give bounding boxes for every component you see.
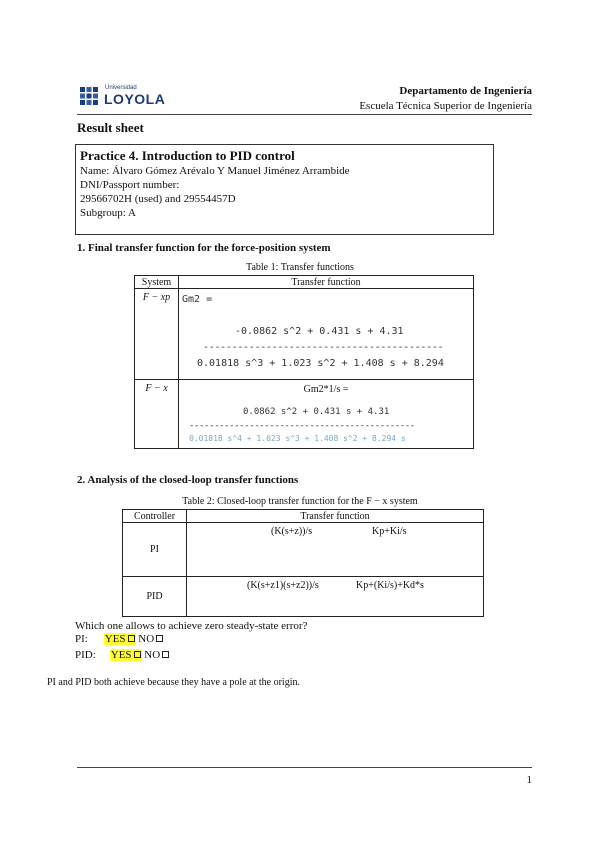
tf-form-gains: Kp+Ki/s	[372, 526, 407, 537]
closed-loop-tf-cell	[187, 523, 484, 577]
table-row	[123, 523, 484, 577]
answer-pid	[75, 649, 169, 661]
tf-numerator: -0.0862 s^2 + 0.431 s + 4.31	[235, 326, 404, 337]
question-text: Which one allows to achieve zero steady-state error?	[75, 620, 308, 632]
page-title: Result sheet	[77, 120, 144, 135]
dni-value: 29566702H (used) and 29554457D	[80, 193, 236, 205]
table-1-caption: Table 1: Transfer functions	[246, 262, 354, 273]
yes-option-highlighted[interactable]	[104, 633, 136, 645]
section-2-heading: 2. Analysis of the closed-loop transfer functions	[77, 474, 299, 486]
tf-numerator: 0.0862 s^2 + 0.431 s + 4.31	[243, 407, 390, 417]
tf-form-gains: Kp+(Ki/s)+Kd*s	[356, 580, 424, 591]
column-header-transfer-function: Transfer function	[187, 510, 484, 523]
dni-label: DNI/Passport number:	[80, 179, 180, 191]
yes-label: YES	[110, 649, 132, 661]
no-label: NO	[144, 649, 161, 661]
answer-label: PID:	[75, 649, 96, 661]
subgroup: Subgroup: A	[80, 207, 136, 219]
column-header-transfer-function: Transfer function	[179, 276, 474, 289]
student-names: Name: Álvaro Gómez Arévalo Y Manuel Jiménez Arrambide	[80, 165, 350, 177]
transfer-function-cell	[179, 380, 474, 449]
footer-divider	[77, 767, 532, 768]
school-name: Escuela Técnica Superior de Ingeniería	[359, 100, 532, 112]
system-cell: F − xp	[135, 289, 179, 380]
tf-denominator: 0.01818 s^4 + 1.023 s^3 + 1.408 s^2 + 8.294 s	[189, 434, 406, 443]
no-checkbox[interactable]	[162, 651, 169, 658]
yes-checkbox[interactable]	[128, 635, 135, 642]
yes-label: YES	[104, 633, 126, 645]
tf-fraction-bar: ------------------------------------------	[203, 342, 444, 353]
tf-form-zero-pole: (K(s+z))/s	[271, 526, 313, 537]
controller-cell: PID	[123, 577, 187, 617]
page-number: 1	[526, 774, 532, 786]
answer-label: PI:	[75, 633, 88, 645]
student-info-box	[75, 144, 494, 235]
table-2-caption: Table 2: Closed-loop transfer function for the F − x system	[182, 496, 418, 507]
tf-form-zero-pole: (K(s+z1)(s+z2))/s	[247, 580, 319, 591]
logo-small-text: Universidad	[105, 85, 137, 91]
section-1-heading: 1. Final transfer function for the force-position system	[77, 242, 331, 254]
table-row	[123, 577, 484, 617]
no-checkbox[interactable]	[156, 635, 163, 642]
tf-assignment: Gm2 =	[182, 294, 213, 305]
tf-denominator: 0.01818 s^3 + 1.023 s^2 + 1.408 s + 8.294	[197, 358, 444, 369]
tf-assignment: Gm2*1/s =	[303, 384, 349, 395]
header-divider	[77, 114, 532, 115]
practice-title: Practice 4. Introduction to PID control	[80, 148, 295, 163]
answer-pi	[75, 633, 163, 645]
closed-loop-tf-cell	[187, 577, 484, 617]
transfer-function-cell	[179, 289, 474, 380]
yes-checkbox[interactable]	[134, 651, 141, 658]
table-row	[135, 380, 474, 449]
no-label: NO	[138, 633, 155, 645]
tf-fraction-bar: ---------------------------------------------	[189, 421, 415, 431]
department-name: Departamento de Ingeniería	[399, 85, 532, 97]
transfer-functions-table	[134, 275, 474, 449]
table-row	[135, 289, 474, 380]
conclusion-text: PI and PID both achieve because they have a pole at the origin.	[47, 677, 300, 688]
closed-loop-table	[122, 509, 484, 617]
logo-name: LOYOLA	[104, 91, 166, 107]
loyola-shield-icon	[78, 85, 100, 107]
system-cell: F − x	[135, 380, 179, 449]
yes-option-highlighted[interactable]	[110, 649, 142, 661]
controller-cell: PI	[123, 523, 187, 577]
column-header-system: System	[135, 276, 179, 289]
university-logo	[78, 83, 178, 109]
column-header-controller: Controller	[123, 510, 187, 523]
